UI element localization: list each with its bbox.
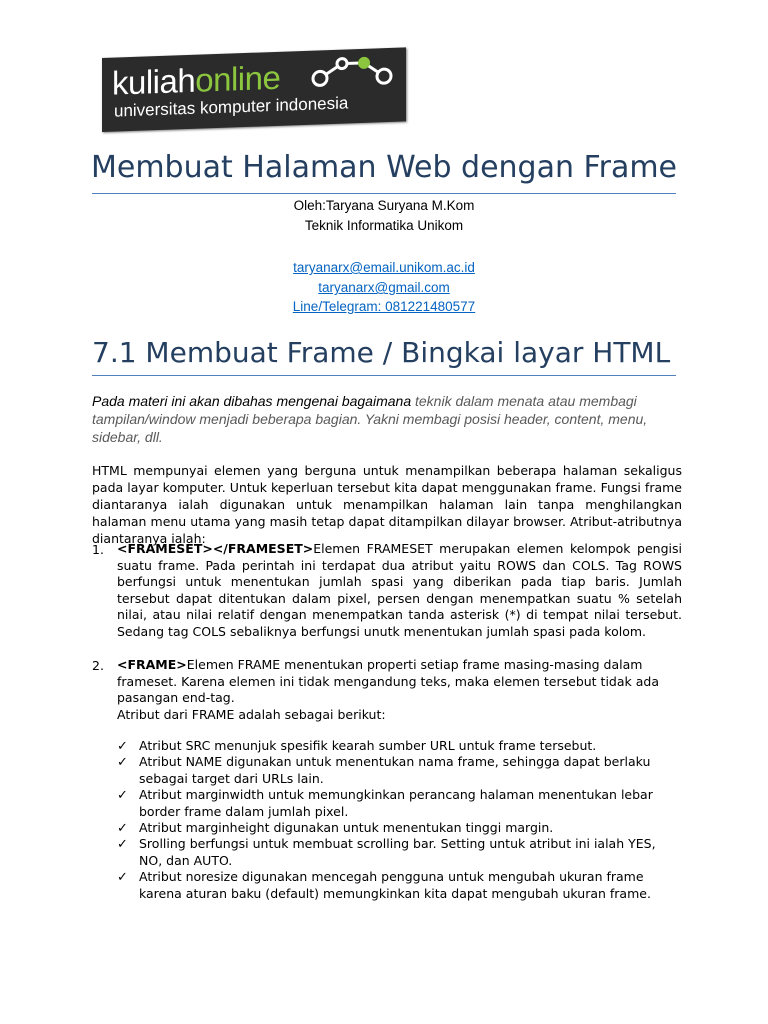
- list-item: <FRAMESET></FRAMESET>Elemen FRAMESET merupakan elemen kelompok pengisi suatu frame. Pada perintah ini terdapat dua atribut yaitu ROWS dan COLS. Tag ROWS berfungsi untuk menentukan jumlah spasi yang diberikan pada tiap baris. Jumlah tersebut dapat ditentukan dalam pixel, persen dengan menempatkan suatu % setelah nilai, atau nilai relatif dengan menempatkan tanda asterisk (*) di tempat nilai tersebut. Sedang tag COLS sebaliknya berfungsi unutk menentukan jumlah spasi pada kolom.: [117, 541, 682, 639]
- attribute-item: Atribut marginwidth untuk memungkinkan perancang halaman menentukan lebar border frame dalam jumlah pixel.: [139, 787, 653, 819]
- attribute-item: Atribut SRC menunjuk spesifik kearah sumber URL untuk frame tersebut.: [139, 738, 597, 753]
- attribute-item: Srolling berfungsi untuk membuat scrolling bar. Setting untuk atribut ini ialah YES, NO, dan AUTO.: [139, 836, 656, 868]
- logo-subtitle: universitas komputer indonesia: [114, 93, 349, 121]
- kuliahonline-logo: [102, 47, 406, 132]
- document-title: Membuat Halaman Web dengan Frame: [90, 150, 678, 185]
- body-paragraph: HTML mempunyai elemen yang berguna untuk menampilkan beberapa halaman sekaligus pada layar komputer. Untuk keperluan tersebut kita dapat menggunakan frame. Fungsi frame diantaranya ialah digunakan untuk menampilkan halaman lain tanpa menghilangkan halaman menu utama yang masih tetap dapat ditampilkan dilayar browser. Atribut-atributnya diantaranya ialah:: [92, 463, 682, 546]
- checkmark-icon: ✓: [117, 738, 128, 753]
- attribute-item: Atribut marginheight digunakan untuk menentukan tinggi margin.: [139, 820, 554, 835]
- checkmark-icon: ✓: [117, 820, 128, 835]
- email-link-unikom[interactable]: taryanarx@email.unikom.ac.id: [293, 260, 475, 275]
- checkmark-icon: ✓: [117, 754, 128, 769]
- checkmark-icon: ✓: [117, 787, 128, 802]
- attribute-heading: Atribut dari FRAME adalah sebagai berikut:: [117, 707, 386, 722]
- checkmark-icon: ✓: [117, 836, 128, 851]
- title-divider: [92, 193, 676, 194]
- section-heading: 7.1 Membuat Frame / Bingkai layar HTML: [92, 336, 671, 369]
- list-number: 1.: [92, 542, 104, 557]
- attribute-item: Atribut noresize digunakan mencegah pengguna untuk mengubah ukuran frame karena aturan baku (default) memungkinkan kita dapat mengubah ukuran frame.: [139, 869, 651, 901]
- molecule-icon: [308, 50, 400, 97]
- email-link-gmail[interactable]: taryanarx@gmail.com: [318, 280, 450, 295]
- attribute-item: Atribut NAME digunakan untuk menentukan nama frame, sehingga dapat berlaku sebagai target dari URLs lain.: [139, 754, 651, 786]
- intro-paragraph: Pada materi ini akan dibahas mengenai bagaimana teknik dalam menata atau membagi tampilan/window menjadi beberapa bagian. Yakni membagi posisi header, content, menu, sidebar, dll.: [92, 393, 648, 445]
- author-name: Oleh:Taryana Suryana M.Kom: [293, 198, 475, 213]
- list-number: 2.: [92, 658, 104, 673]
- author-affiliation: Teknik Informatika Unikom: [304, 218, 464, 233]
- section-divider: [92, 375, 676, 376]
- contact-link[interactable]: Line/Telegram: 081221480577: [292, 299, 476, 314]
- checkmark-icon: ✓: [117, 869, 128, 884]
- logo-wordmark: kuliahonline: [112, 58, 281, 102]
- list-item: <FRAME>Elemen FRAME menentukan properti setiap frame masing-masing dalam frameset. Karena elemen ini tidak mengandung teks, maka elemen tersebut tidak ada pasangan end-tag.: [117, 657, 659, 705]
